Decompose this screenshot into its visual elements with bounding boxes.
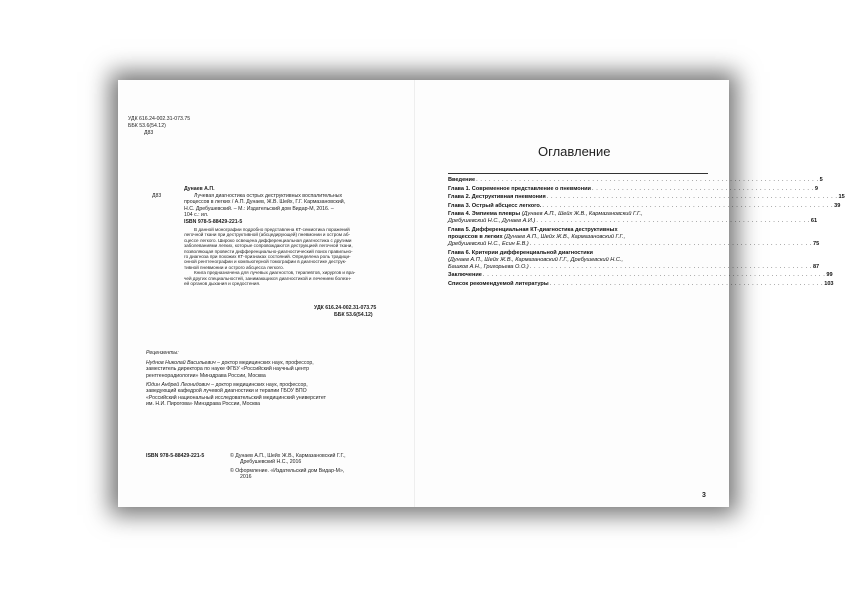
toc-item-authors: (Дунаев А.П., Шейх Ж.В., Кармазановский Г.Г., xyxy=(520,211,643,218)
toc-title: Оглавление xyxy=(538,144,611,159)
toc-item[interactable] xyxy=(448,226,820,248)
toc-item-authors: Дребушевский Н.С., Есин Е.В.) xyxy=(448,240,529,247)
toc-item-label: процессов в легких xyxy=(448,233,503,240)
toc-leader: . . . . . . . . . . . . . . . . . . . . . . . . . . . . . . . . . . . . . . . . . . . . . . . . . . . . . . . . . . . . . . . . . . xyxy=(529,240,812,247)
author-heading: Дунаев А.П. xyxy=(184,186,215,192)
toc-leader: . . . . . . . . . . . . . . . . . . . . . . . . . . . . . . . . . . . . . . . . . . . . . . . . . . . . . . . . . . . . . . . . xyxy=(536,218,810,225)
reviewer-2-line: им. Н.И. Пирогова» Минздрава России, Москва xyxy=(146,400,260,407)
desc-line: Лучевая диагностика острых деструктивных воспалительных xyxy=(194,193,343,199)
toc-item-label: Глава 1. Современное представление о пневмонии xyxy=(448,185,591,192)
abstract-line: В данной монографии подробно представлена КТ-семиотика поражений xyxy=(194,227,350,232)
toc-item[interactable] xyxy=(448,194,845,201)
desc-line: Н.С. Дребушевский. – М.: Издательский дом Видар-М, 2016. – xyxy=(184,205,334,212)
table-of-contents xyxy=(448,173,845,288)
toc-leader: . . . . . . . . . . . . . . . . . . . . . . . . . . . . . . . . . . . . . . . . . . . . . . . . . . . . . . . . . . . . . . . . . . . . xyxy=(546,194,838,201)
toc-leader: . . . . . . . . . . . . . . . . . . . . . . . . . . . . . . . . . . . . . . . . . . . . . . . . . . . . . . . . . . . . . . . . xyxy=(549,280,824,287)
audience-line: чей других специальностей, занимающихся диагностикой и лечением болезн- xyxy=(184,275,352,281)
reviewers-heading: Рецензенты: xyxy=(146,350,179,356)
toc-item[interactable] xyxy=(448,280,834,288)
toc-item-page: 99 xyxy=(826,272,833,279)
toc-item-label: Введение xyxy=(448,177,476,183)
reviewer-1-line: рентгенорадиологии» Минздрава России, Москва xyxy=(146,372,266,379)
toc-leader: . . . . . . . . . . . . . . . . . . . . . . . . . . . . . . . . . . . . . . . . . . . . . . . . . . . . xyxy=(591,185,814,192)
toc-item[interactable] xyxy=(448,177,823,184)
toc-item-label: Глава 4. Эмпиема плевры xyxy=(448,211,521,218)
reviewer-1 xyxy=(146,360,314,379)
toc-item-page: 9 xyxy=(814,185,818,192)
toc-item-label: Глава 2. Деструктивная пневмония xyxy=(448,194,546,201)
audience-line: ей органов дыхания и средостения. xyxy=(184,281,261,287)
desc-line: 104 с.: ил. xyxy=(184,211,209,218)
toc-item-page: 61 xyxy=(810,218,818,225)
toc-item-authors: (Дунаев А.П., Шейх Ж.В., Кармазановский Г.Г., Дребушевский Н.С., xyxy=(448,256,624,263)
audience-line: Книга предназначена для лучевых диагностов, терапевтов, хирургов и вра- xyxy=(194,270,356,276)
toc-item-label: Глава 5. Дифференциальная КТ-диагностика деструктивных xyxy=(448,226,618,233)
isbn-line: ISBN 978-5-88429-221-5 xyxy=(184,219,243,225)
copyright-publisher xyxy=(230,468,344,481)
toc-item-authors: Башков А.Н., Григорьева О.О.) xyxy=(448,263,529,270)
toc-item-authors: (Дунаев А.П., Шейх Ж.В., Кармазановский Г.Г., xyxy=(502,233,626,240)
isbn-bottom: ISBN 978-5-88429-221-5 xyxy=(146,453,205,459)
udk-repeat: УДК 616.24-002.31-073.75 xyxy=(314,305,377,311)
reviewer-2-name: Юдин Андрей Леонидович xyxy=(146,382,210,388)
toc-item-page: 103 xyxy=(824,280,834,287)
toc-item[interactable] xyxy=(448,211,818,225)
desc-line: процессов в легких / А.П. Дунаев, Ж.В. Шейх, Г.Г. Кармазановский, xyxy=(184,199,346,206)
abstract-line: го диагноза при похожих КТ-признаках состояний. Определена роль традици- xyxy=(184,254,351,260)
copyright-authors xyxy=(230,453,346,466)
abstract-line: онной рентгенографии и компьютерной томографии в диагностике деструк- xyxy=(184,259,347,265)
author-sign-code-repeat: Д83 xyxy=(152,193,162,199)
toc-leader: . . . . . . . . . . . . . . . . . . . . . . . . . . . . . . . . . . . . . . . . . . . . . . . . . . . . . . . . . . . . . . . . . . . . . . . . . . . . . . . . xyxy=(476,177,819,183)
bbk-code: ББК 53.6(54.12) xyxy=(128,123,166,129)
toc-item-page: 87 xyxy=(812,263,820,270)
page-fold xyxy=(414,80,415,507)
toc-item-label: Глава 6. Критерии дифференциальной диагностики xyxy=(448,249,593,256)
udk-code: УДК 616.24-002.31-073.75 xyxy=(128,116,191,122)
bbk-repeat: ББК 53.6(54.12) xyxy=(334,312,373,318)
toc-item-page: 39 xyxy=(834,202,841,209)
abstract-line: легочной ткани при деструктивной (абсцедирующей) пневмонии и остром аб- xyxy=(184,232,350,238)
abstract xyxy=(184,227,355,286)
reviewer-1-line: заместитель директора по науке ФГБУ «Российский научный центр xyxy=(146,366,309,373)
copyright-line: 2016 xyxy=(240,474,252,481)
toc-leader: . . . . . . . . . . . . . . . . . . . . . . . . . . . . . . . . . . . . . . . . . . . . . . . . . . . . . . . . . . . . . . . . . . . . . . . . . . . . . . . . xyxy=(482,272,826,279)
copyright-line: © Дунаев А.П., Шейх Ж.В., Кармазановский Г.Г., xyxy=(230,453,346,459)
toc-leader: . . . . . . . . . . . . . . . . . . . . . . . . . . . . . . . . . . . . . . . . . . . . . . . . . . . . . . . . . . . . . . . . . . . . xyxy=(542,202,834,209)
toc-item-page: 75 xyxy=(812,240,820,247)
author-sign-code: Д83 xyxy=(144,130,154,136)
abstract-line: сцессе легкого. Широко освещена дифференциальная диагностика с другими xyxy=(184,237,352,243)
reviewer-1-name: Нуднов Николай Васильевич xyxy=(146,360,216,366)
copyright-line: Дребушевский Н.С., 2016 xyxy=(240,459,302,466)
toc-item-page: 15 xyxy=(838,194,845,201)
toc-item-label: Глава 3. Острый абсцесс легкого. xyxy=(448,202,542,209)
bibliographic-description xyxy=(184,193,345,218)
toc-item[interactable] xyxy=(448,202,841,210)
abstract-line: заболеваниями легких, которые сопровождаются деструкцией легочной ткани, xyxy=(184,243,353,249)
toc-item-page: 5 xyxy=(819,177,823,183)
toc-leader: . . . . . . . . . . . . . . . . . . . . . . . . . . . . . . . . . . . . . . . . . . . . . . . . . . . . . . . . . . . . . . . . . . xyxy=(529,263,812,270)
page-number: 3 xyxy=(702,492,706,499)
toc-item-label: Заключение xyxy=(448,272,482,279)
toc-rule xyxy=(448,173,708,174)
copyright-line: © Оформление. «Издательский дом Видар-М», xyxy=(230,468,345,474)
toc-item-authors: Дребушевский Н.С., Дунаев А.И.) xyxy=(448,218,536,225)
reviewer-2-line: заведующий кафедрой лучевой диагностики и терапии ГБОУ ВПО xyxy=(146,388,307,395)
toc-item[interactable] xyxy=(448,185,818,193)
reviewer-2-line: – доктор медицинских наук, профессор, xyxy=(209,382,308,388)
toc-item-label: Список рекомендуемой литературы xyxy=(448,280,549,287)
abstract-line: позволяющая провести дифференциально-диагностический поиск правильно- xyxy=(184,248,353,254)
reviewer-1-line: – доктор медицинских наук, профессор, xyxy=(215,360,314,366)
reviewer-2 xyxy=(146,382,326,407)
reviewer-2-line: «Российский национальный исследовательский медицинский университет xyxy=(146,394,326,401)
book-spread xyxy=(118,80,845,507)
toc-item[interactable] xyxy=(448,249,820,271)
abstract-line: тивной пневмонии и острого абсцесса легкого. xyxy=(184,264,284,270)
toc-item[interactable] xyxy=(448,272,833,279)
